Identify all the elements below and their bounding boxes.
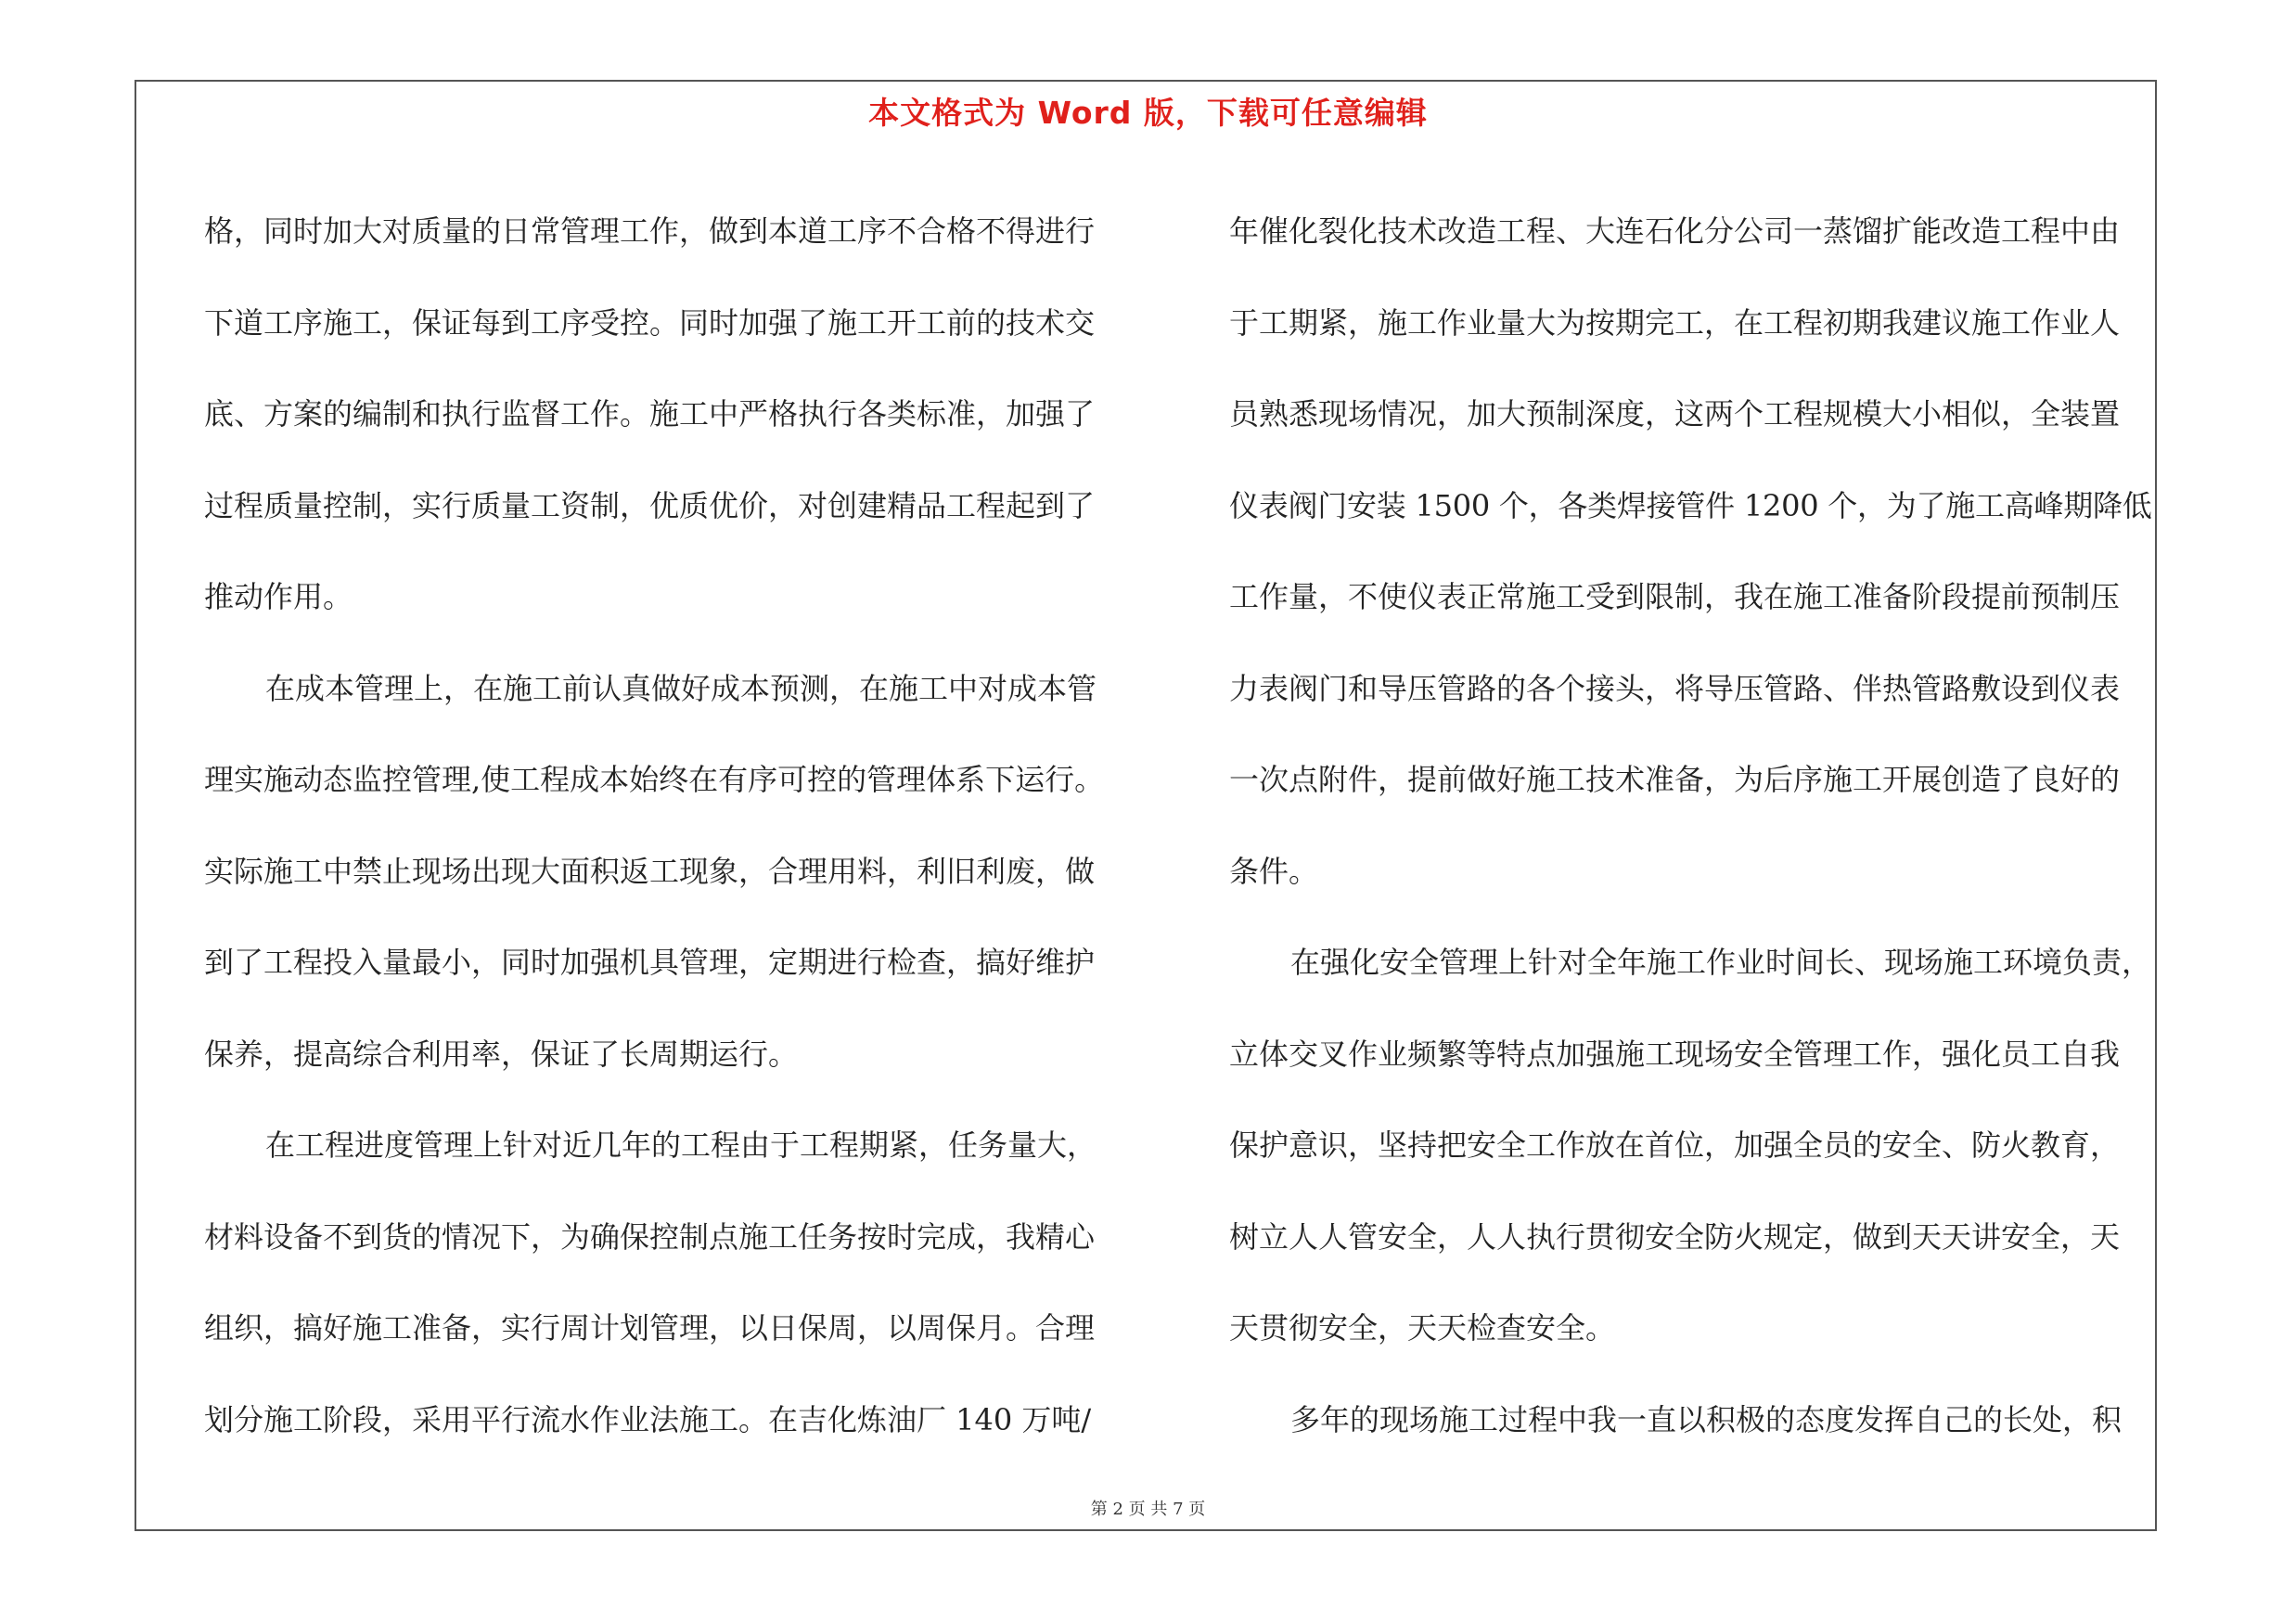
text-line: 格，同时加大对质量的日常管理工作，做到本道工序不合格不得进行	[204, 213, 1096, 249]
text-line: 一次点附件，提前做好施工技术准备，为后序施工开展创造了良好的	[1229, 762, 2121, 797]
text-line: 年催化裂化技术改造工程、大连石化分公司一蒸馏扩能改造工程中由	[1229, 213, 2121, 249]
text-line: 力表阀门和导压管路的各个接头，将导压管路、伴热管路敷设到仪表	[1229, 670, 2121, 706]
text-line: 员熟悉现场情况，加大预制深度，这两个工程规模大小相似，全装置	[1229, 396, 2121, 432]
text-line: 于工期紧，施工作业量大为按期完工，在工程初期我建议施工作业人	[1229, 304, 2121, 341]
text-line: 天贯彻安全，天天检查安全。	[1229, 1310, 1616, 1346]
text-line: 划分施工阶段，采用平行流水作业法施工。在吉化炼油厂 140 万吨/	[204, 1401, 1092, 1437]
text-line: 到了工程投入量最小，同时加强机具管理，定期进行检查，搞好维护	[204, 945, 1096, 980]
text-line: 多年的现场施工过程中我一直以积极的态度发挥自己的长处，积	[1290, 1401, 2123, 1437]
text-line: 立体交叉作业频繁等特点加强施工现场安全管理工作，强化员工自我	[1229, 1036, 2121, 1072]
text-line: 过程质量控制，实行质量工资制，优质优价，对创建精品工程起到了	[204, 487, 1096, 523]
text-line: 底、方案的编制和执行监督工作。施工中严格执行各类标准，加强了	[204, 396, 1096, 432]
text-line: 仪表阀门安装 1500 个，各类焊接管件 1200 个，为了施工高峰期降低	[1229, 487, 2152, 523]
text-line: 下道工序施工，保证每到工序受控。同时加强了施工开工前的技术交	[204, 304, 1096, 341]
text-line: 在工程进度管理上针对近几年的工程由于工程期紧，任务量大，	[265, 1127, 1097, 1163]
text-line: 理实施动态监控管理,使工程成本始终在有序可控的管理体系下运行。	[204, 762, 1105, 797]
text-line: 工作量，不使仪表正常施工受到限制，我在施工准备阶段提前预制压	[1229, 579, 2121, 614]
text-line: 组织，搞好施工准备，实行周计划管理，以日保周，以周保月。合理	[204, 1310, 1096, 1346]
text-line: 条件。	[1229, 853, 1319, 889]
text-line: 在强化安全管理上针对全年施工作业时间长、现场施工环境负责，	[1290, 945, 2152, 980]
text-line: 推动作用。	[204, 579, 353, 614]
editable-format-banner: 本文格式为 Word 版，下载可任意编辑	[868, 95, 1428, 131]
text-line: 保护意识，坚持把安全工作放在首位，加强全员的安全、防火教育，	[1229, 1127, 2121, 1163]
page-number: 第 2 页 共 7 页	[1090, 1500, 1206, 1519]
text-line: 实际施工中禁止现场出现大面积返工现象，合理用料，利旧利废，做	[204, 853, 1096, 889]
right-text-column	[1229, 186, 2152, 1465]
left-text-column	[204, 186, 1132, 1465]
text-line: 材料设备不到货的情况下，为确保控制点施工任务按时完成，我精心	[204, 1218, 1096, 1255]
text-line: 树立人人管安全，人人执行贯彻安全防火规定，做到天天讲安全，天	[1229, 1218, 2121, 1255]
text-line: 在成本管理上，在施工前认真做好成本预测，在施工中对成本管	[265, 670, 1097, 706]
text-line: 保养，提高综合利用率，保证了长周期运行。	[204, 1036, 799, 1072]
